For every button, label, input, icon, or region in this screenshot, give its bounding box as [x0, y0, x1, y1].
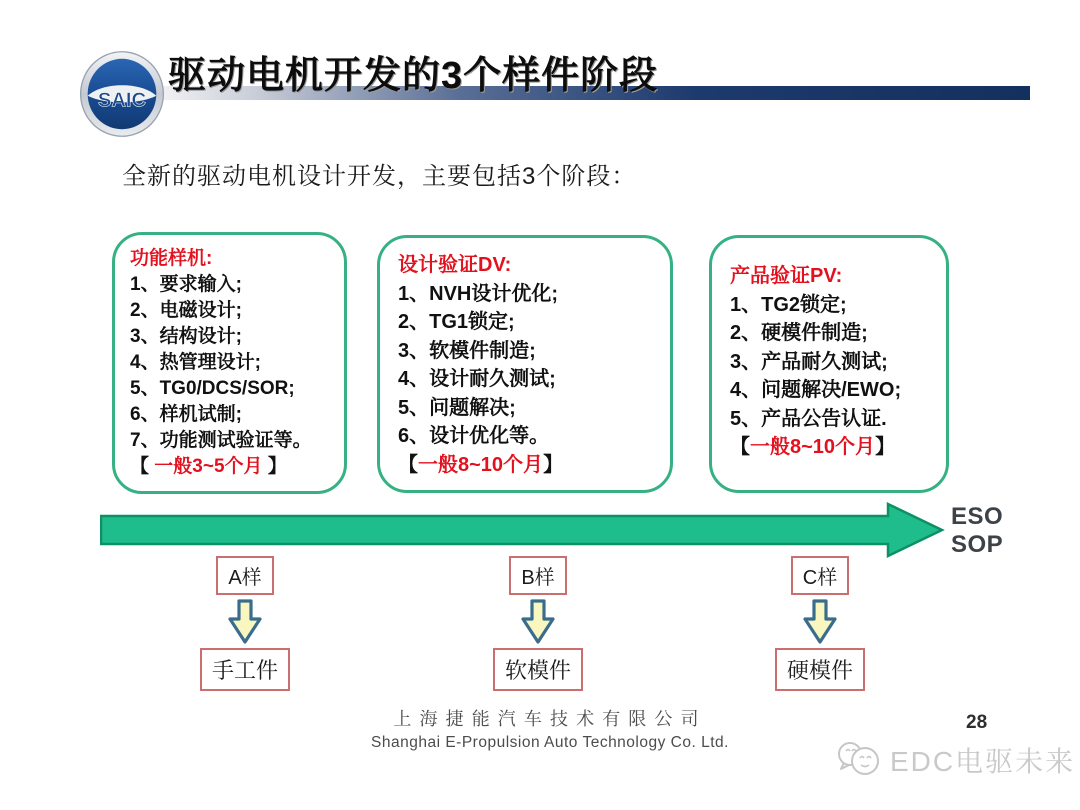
down-arrow-icon: [227, 599, 263, 645]
bracket-open: 【: [130, 456, 150, 477]
stage-title: 功能样机:: [130, 248, 213, 269]
sample-output-label: 硬模件: [775, 648, 865, 691]
stage-item: 2、硬模件制造;: [730, 322, 868, 344]
saic-logo-text: SAIC: [97, 89, 147, 112]
stage-item: 3、产品耐久测试;: [730, 350, 888, 373]
duration-text: 一般3~5个月: [149, 456, 268, 477]
stage-box-functional-prototype: [112, 232, 347, 494]
stage-item: 3、结构设计;: [130, 326, 242, 347]
page-title: 驱动电机开发的3个样件阶段: [168, 55, 659, 97]
down-arrow-icon: [520, 599, 556, 645]
stage-item: 6、样机试制;: [130, 404, 242, 425]
stage-duration: [398, 451, 660, 480]
sample-stage-label: C样: [791, 556, 849, 595]
bracket-open: 【: [730, 436, 750, 458]
stage-item: 5、问题解决;: [398, 396, 516, 419]
watermark-text: EDC电驱未来: [890, 746, 1076, 777]
company-name-cn: 上海捷能汽车技术有限公司: [393, 709, 707, 729]
company-name-en: Shanghai E-Propulsion Auto Technology Co. Ltd.: [371, 734, 729, 751]
duration-text: 一般8~10个月: [418, 453, 544, 476]
sample-column-b: [478, 556, 598, 691]
stage-item: 1、TG2锁定;: [730, 293, 847, 316]
bracket-open: 【: [398, 453, 418, 476]
stage-box-design-verification: [377, 235, 673, 493]
watermark: [836, 738, 1075, 782]
sample-output-label: 手工件: [200, 648, 290, 691]
watermark-chat-bubbles-icon: [836, 738, 884, 782]
timeline-label-sop: SOP: [951, 531, 1004, 558]
page-number: 28: [966, 712, 988, 733]
sample-stage-label: B样: [509, 556, 566, 595]
stage-item: 4、设计耐久测试;: [398, 368, 556, 390]
sample-column-c: [760, 556, 880, 691]
duration-text: 一般8~10个月: [750, 436, 876, 458]
stage-title: 产品验证PV:: [730, 265, 843, 287]
sample-output-label: 软模件: [493, 648, 583, 691]
stage-item: 2、电磁设计;: [130, 300, 242, 321]
sample-column-a: [185, 556, 305, 691]
stage-duration: [130, 454, 334, 480]
footer: [190, 705, 910, 752]
stage-box-product-verification: [709, 235, 949, 493]
stage-item: 1、要求输入;: [130, 274, 242, 295]
bracket-close: 】: [543, 453, 564, 476]
stage-title: 设计验证DV:: [398, 254, 512, 276]
down-arrow-icon: [802, 599, 838, 645]
stage-item: 5、TG0/DCS/SOR;: [130, 378, 295, 399]
stage-item: 4、问题解决/EWO;: [730, 379, 902, 401]
stage-item: 6、设计优化等。: [398, 425, 550, 447]
stage-duration: [730, 433, 938, 462]
stage-item: 2、TG1锁定;: [398, 311, 515, 333]
sample-stage-label: A样: [216, 556, 273, 595]
stage-item: 3、软模件制造;: [398, 339, 536, 362]
stage-item: 7、功能测试验证等。: [130, 430, 312, 451]
stage-item: 5、产品公告认证.: [730, 407, 887, 430]
timeline-arrow-icon: [100, 501, 945, 559]
bracket-close: 】: [267, 456, 287, 477]
intro-text: 全新的驱动电机设计开发，主要包括3个阶段：: [122, 163, 637, 190]
bracket-close: 】: [875, 436, 896, 458]
saic-logo-icon: [78, 50, 166, 138]
stage-item: 1、NVH设计优化;: [398, 282, 559, 305]
timeline-label-eso: ESO: [951, 503, 1004, 530]
stage-item: 4、热管理设计;: [130, 352, 261, 373]
